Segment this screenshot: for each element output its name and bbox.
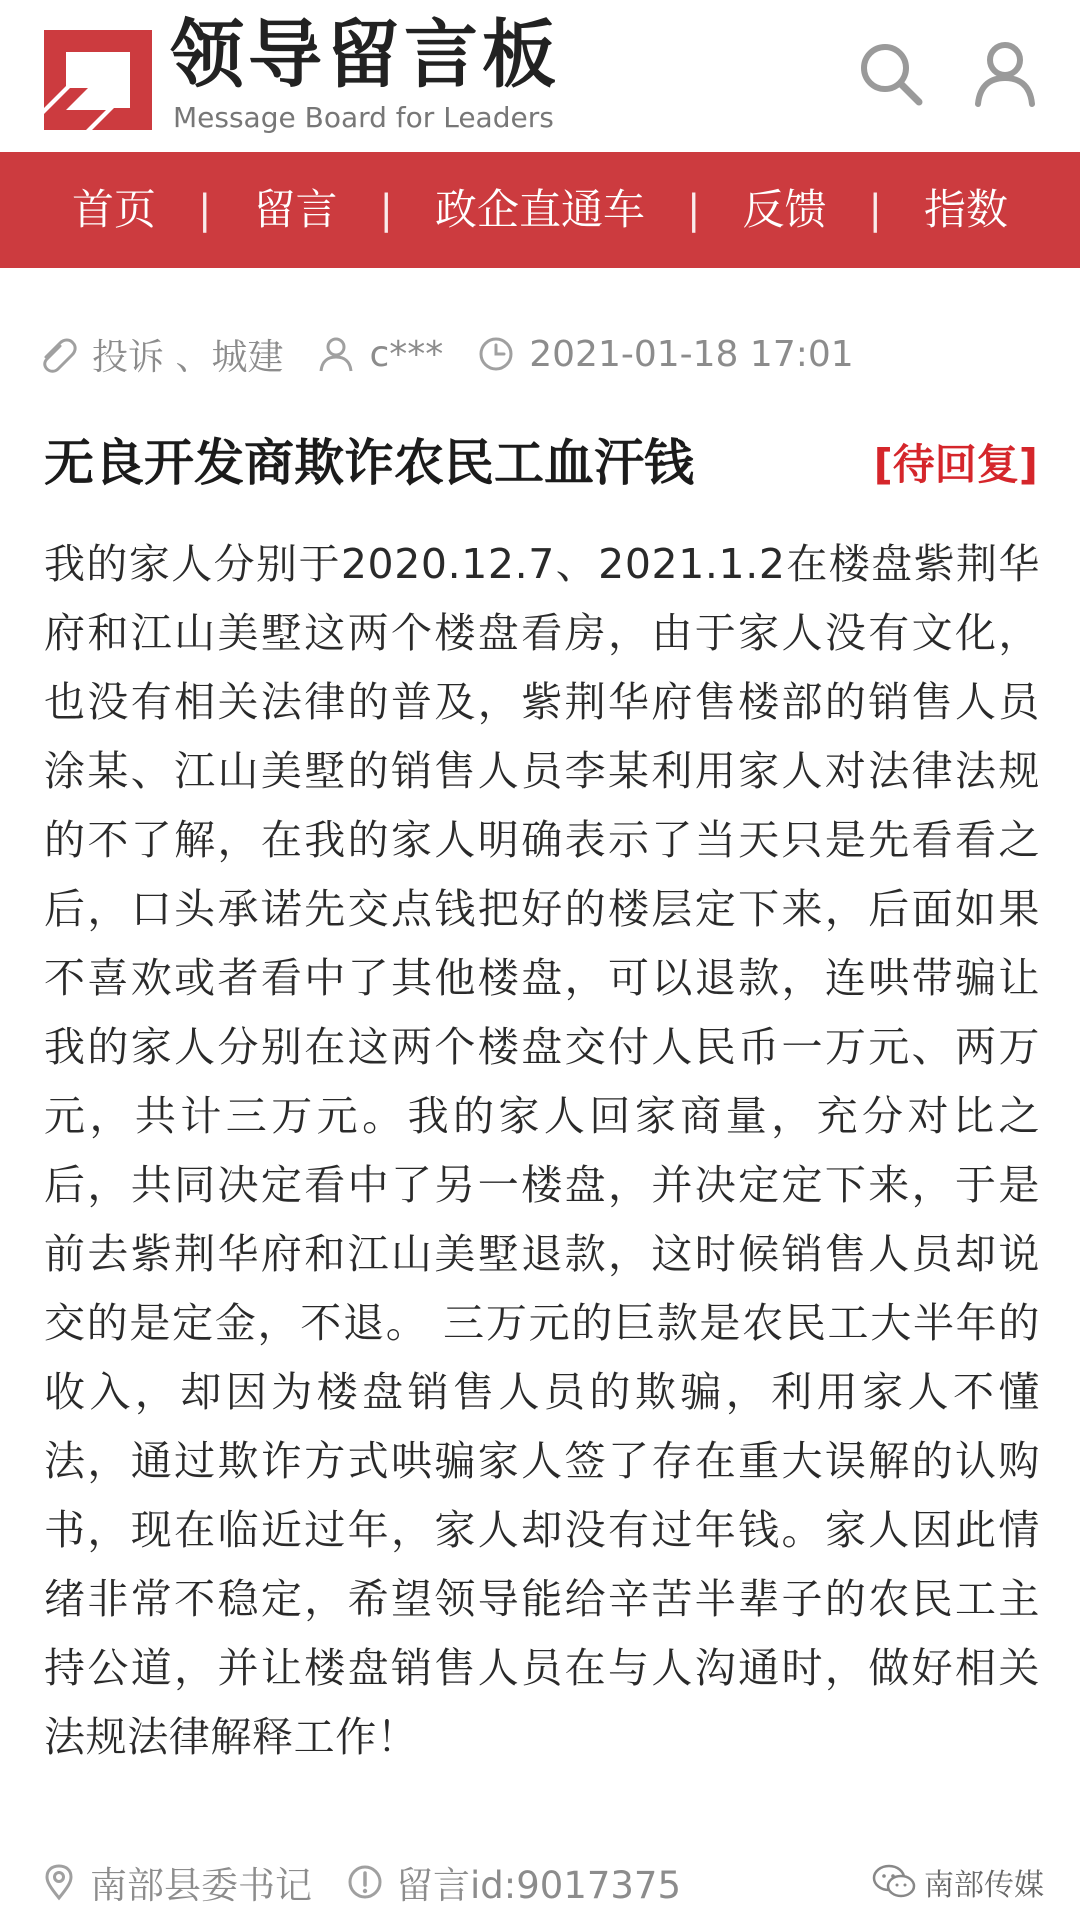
tag-icon bbox=[40, 335, 78, 373]
status-badge: [待回复] bbox=[873, 440, 1038, 489]
header bbox=[0, 0, 1080, 152]
message-footer bbox=[40, 1854, 715, 1910]
message-author: c*** bbox=[369, 333, 444, 375]
nav-separator: | bbox=[379, 187, 393, 233]
nav-separator: | bbox=[868, 187, 882, 233]
nav-separator: | bbox=[687, 187, 701, 233]
author-icon bbox=[317, 335, 355, 373]
nav-home[interactable]: 首页 bbox=[71, 185, 156, 234]
message-datetime: 2021-01-18 17:01 bbox=[529, 333, 854, 375]
watermark bbox=[872, 1860, 1044, 1904]
message-category: 投诉 、城建 bbox=[92, 336, 284, 378]
logo-icon[interactable] bbox=[44, 30, 152, 130]
main-nav bbox=[0, 152, 1080, 268]
nav-gov-enterprise[interactable]: 政企直通车 bbox=[434, 185, 645, 234]
site-subtitle: Message Board for Leaders bbox=[173, 101, 554, 134]
clock-icon bbox=[477, 335, 515, 373]
message-title: 无良开发商欺诈农民工血汗钱 bbox=[44, 434, 694, 492]
recipient[interactable]: 南部县委书记 bbox=[90, 1864, 312, 1907]
search-button[interactable] bbox=[855, 38, 925, 108]
nav-feedback[interactable]: 反馈 bbox=[742, 185, 827, 234]
location-icon bbox=[40, 1863, 78, 1901]
nav-index[interactable]: 指数 bbox=[923, 185, 1008, 234]
user-icon bbox=[970, 38, 1040, 108]
wechat-icon bbox=[872, 1864, 916, 1900]
nav-messages[interactable]: 留言 bbox=[253, 185, 338, 234]
search-icon bbox=[855, 38, 925, 108]
message-body: 我的家人分别于2020.12.7、2021.1.2在楼盘紫荆华府和江山美墅这两个楼盘看房，由于家人没有文化，也没有相关法律的普及，紫荆华府售楼部的销售人员涂某、江山美墅的销售人员李某利用家人对法律法规的不了解，在我的家人明确表示了当天只是先看看之后，口头承诺先交点钱把好的楼层定下来，后面如果不喜欢或者看中了其他楼盘，可以退款，连哄带骗让我的家人分别在这两个楼盘交付人民币一万元、两万元，共计三万元。我的家人回家商量，充分对比之后，共同决定看中了另一楼盘，并决定定下来，于是前去紫荆华府和江山美墅退款，这时候销售人员却说交的是定金，不退。 三万元的巨款是农民工大半年的收入，却因为楼盘销售人员的欺骗，利用家人不懂法，通过欺诈方式哄骗家人签了存在重大误解的认购书，现在临近过年，家人却没有过年钱。家人因此情绪非常不稳定，希望领导能给辛苦半辈子的农民工主持公道，并让楼盘销售人员在与人沟通时，做好相关法规法律解释工作！ bbox=[44, 540, 1040, 1761]
nav-separator: | bbox=[198, 187, 212, 233]
info-icon bbox=[346, 1863, 384, 1901]
message-id: 留言id:9017375 bbox=[396, 1864, 682, 1907]
watermark-text: 南部传媒 bbox=[924, 1868, 1044, 1903]
site-title: 领导留言板 bbox=[170, 12, 560, 98]
user-button[interactable] bbox=[970, 38, 1040, 108]
message-meta bbox=[40, 326, 888, 382]
